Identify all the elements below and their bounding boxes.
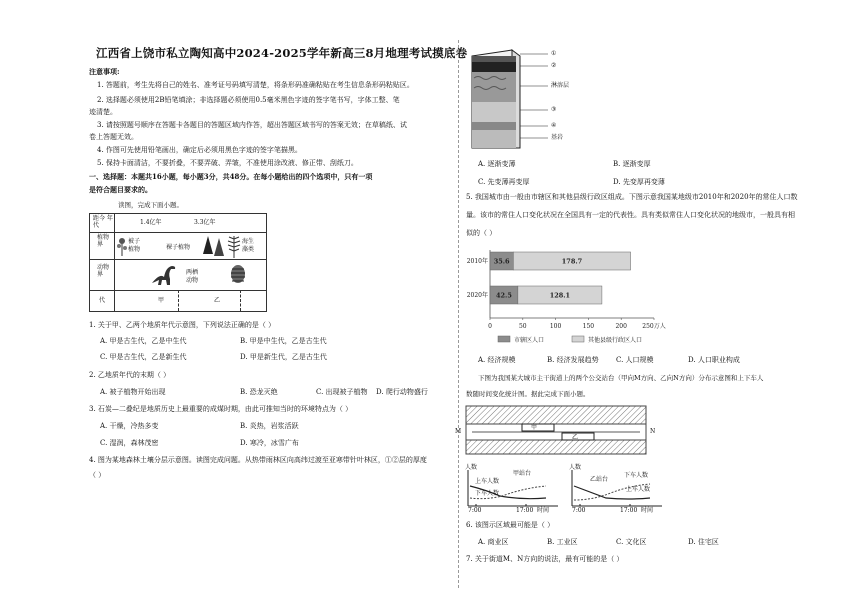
q5-stem-cont: 似的（ ） [466,229,497,237]
q4-stem: 4. 图为某地森林土壤分层示意图。读图完成问题。从热带雨林区向高纬过渡至亚寒带针叶林区，①②层的厚度 [89,456,427,464]
legend-swatch [572,336,584,342]
q3-option: B. 炎热，岩浆活跃 [240,422,299,430]
q5-stem-cont: 量。该市的常住人口变化状况在全国具有一定的代表性。具有类似常住人口变化状况的地级市，一般具有相 [466,211,795,219]
population-chart [456,244,696,348]
q7-stem: 7. 关于街道M、N方向的说法，最有可能的是（ ） [466,555,624,563]
x-tick-label: 150 [582,323,595,330]
graph-tick: 17:00 [620,507,638,514]
soil-label: ④ [551,122,557,129]
soil-label: ① [551,50,557,57]
note-item: 3. 请按照题号顺序在答题卡各题目的答题区域内作答，超出答题区域书写的答案无效；在草稿纸、试 [97,121,407,129]
time-label: 3.3亿年 [194,219,216,226]
q6-intro-cont: 数随时间变化统计图。据此完成下面小题。 [466,390,590,398]
graph-line-label: 下车人数 [624,472,649,479]
stop-jia-label: 甲 [531,424,538,431]
soil-label: ② [551,62,557,69]
q1-option: C. 甲是古生代，乙是新生代 [100,353,187,361]
era-label: 甲 [158,297,165,304]
x-tick-label: 250万人 [642,323,666,330]
row-label-animals: 动物界 [97,264,110,278]
data-label: 128.1 [549,291,571,300]
q2-option: B. 恐龙灭绝 [240,388,278,396]
era-label: 乙 [214,297,221,304]
graph-xlabel: 时间 [537,507,550,514]
q2-option: D. 爬行动物盛行 [376,388,428,396]
plant-label: 裸子植物 [166,244,191,251]
q4-option: D. 先变厚再变薄 [613,178,665,186]
legend-label: 市辖区人口 [514,337,545,344]
street-diagram [462,404,662,456]
geologic-history-diagram [89,213,267,312]
graph-ylabel: 人数 [569,464,582,471]
graph-ylabel: 人数 [465,464,478,471]
dinosaur-icon [150,263,178,287]
section-heading-cont: 是符合题目要求的。 [89,185,152,194]
soil-label: ③ [551,106,557,113]
q6-option: B. 工业区 [547,538,578,546]
plant-label: 被子植物 [128,238,141,253]
q4-stem-cont: （ ） [89,471,106,479]
q6-intro: 下图为我国某大城市主干街道上的两个公交站台（甲向M方向、乙向N方向）分布示意图和上下车人 [478,374,764,382]
graph-line-label: 上车人数 [475,478,500,485]
q5-option: C. 人口规模 [616,356,654,364]
note-item: 迹清楚。 [89,108,117,116]
stop-yi-label: 乙 [572,434,579,441]
soil-label: 淋溶层 [551,82,570,89]
q5-option: B. 经济发展趋势 [547,356,599,364]
q2-stem: 2. 乙地质年代的末期（ ） [89,371,171,379]
category-label: 2020年 [466,292,488,299]
notes-heading: 注意事项: [89,67,120,76]
exam-title: 江西省上饶市私立陶知高中2024-2025学年新高三8月地理考试摸底卷 [96,46,468,60]
q4-option: B. 逐渐变厚 [613,160,651,168]
graph-title: 甲站台 [513,470,532,477]
q5-option: D. 人口职业构成 [688,356,740,364]
animal-label: 两栖动物 [186,269,199,284]
graph-title: 乙站台 [590,476,609,483]
q6-option: D. 住宅区 [688,538,719,546]
data-label: 35.6 [493,257,510,266]
q3-option: A. 干燥，冷热多变 [100,422,159,430]
note-item: 1. 答题前，考生先将自己的姓名、准考证号码填写清楚，将条形码准确粘贴在考生信息条形码粘贴区。 [97,81,414,89]
conifer-icon [202,234,226,258]
row-label-plants: 植物界 [97,234,110,248]
direction-n-label: N [650,428,656,435]
q4-option: C. 先变薄再变厚 [478,178,530,186]
legend-label: 其他县级行政区人口 [588,337,643,344]
note-item: 2. 选择题必须使用2B铅笔填涂；非选择题必须使用0.5毫米黑色字迹的签字笔书写，字体工整、笔 [97,96,400,104]
data-label: 178.7 [561,257,583,266]
legend-swatch [498,336,510,342]
direction-m-label: M [455,428,462,435]
graph-tick: 17:00 [516,507,534,514]
x-tick-label: 0 [488,323,492,330]
q1-stem: 1. 关于甲、乙两个地质年代示意图，下列说法正确的是（ ） [89,321,276,329]
x-tick-label: 200 [615,323,627,330]
q3-stem: 3. 石炭—二叠纪是地质历史上最重要的成煤时期，由此可推知当时的环境特点为（ ） [89,405,353,413]
q3-option: C. 湿润，森林茂密 [100,439,159,447]
note-item: 5. 保持卡面清洁，不要折叠，不要弄破、弄皱，不准使用涂改液、修正带、刮纸刀。 [97,159,358,167]
fern-icon [227,234,241,258]
q2-option: A. 被子植物开始出现 [100,388,166,396]
q1-option: D. 甲是新生代，乙是古生代 [240,353,327,361]
graph-tick: 7:00 [468,507,482,514]
q1-option: B. 甲是中生代，乙是古生代 [240,337,327,345]
note-item: 卷上答题无效。 [89,133,138,141]
trilobite-icon [229,263,247,285]
row-label-era: 代 [99,297,106,304]
x-tick-label: 50 [518,323,527,330]
question-intro: 读图，完成下面小题。 [118,201,183,209]
time-label: 1.4亿年 [140,219,162,226]
category-label: 2010年 [466,258,488,265]
x-tick-label: 100 [549,323,562,330]
data-label: 42.5 [496,291,512,300]
graph-line-label: 下车人数 [475,490,500,497]
graph-tick: 7:00 [572,507,586,514]
section-heading: 一、选择题：本题共16小题，每小题3分，共48分。在每小题给出的四个选项中，只有一项 [89,172,373,181]
q5-option: A. 经济规模 [478,356,516,364]
flowering-plant-icon [116,236,128,256]
q3-option: D. 寒冷，冰雪广布 [240,439,299,447]
soil-label: 基岩 [551,134,564,141]
graph-xlabel: 时间 [641,507,654,514]
q5-stem: 5. 我国城市由一般由市辖区和其他县级行政区组成。下图示意我国某地级市2010年和2020年的常住人口数 [466,193,798,201]
q6-option: C. 文化区 [616,538,647,546]
q1-option: A. 甲是古生代，乙是中生代 [100,337,187,345]
graph-line-label: 上车人数 [626,486,651,493]
header-label: 距今 年代 [93,215,113,229]
q6-option: A. 商业区 [478,538,509,546]
q2-option: C. 出现被子植物 [316,388,368,396]
plant-label: 海生藻类 [242,238,255,253]
q6-stem: 6. 该图示区域最可能是（ ） [466,521,555,529]
note-item: 4. 作图可先使用铅笔画出，确定后必须用黑色字迹的签字笔描黑。 [97,146,302,154]
q4-option: A. 逐渐变薄 [478,160,516,168]
